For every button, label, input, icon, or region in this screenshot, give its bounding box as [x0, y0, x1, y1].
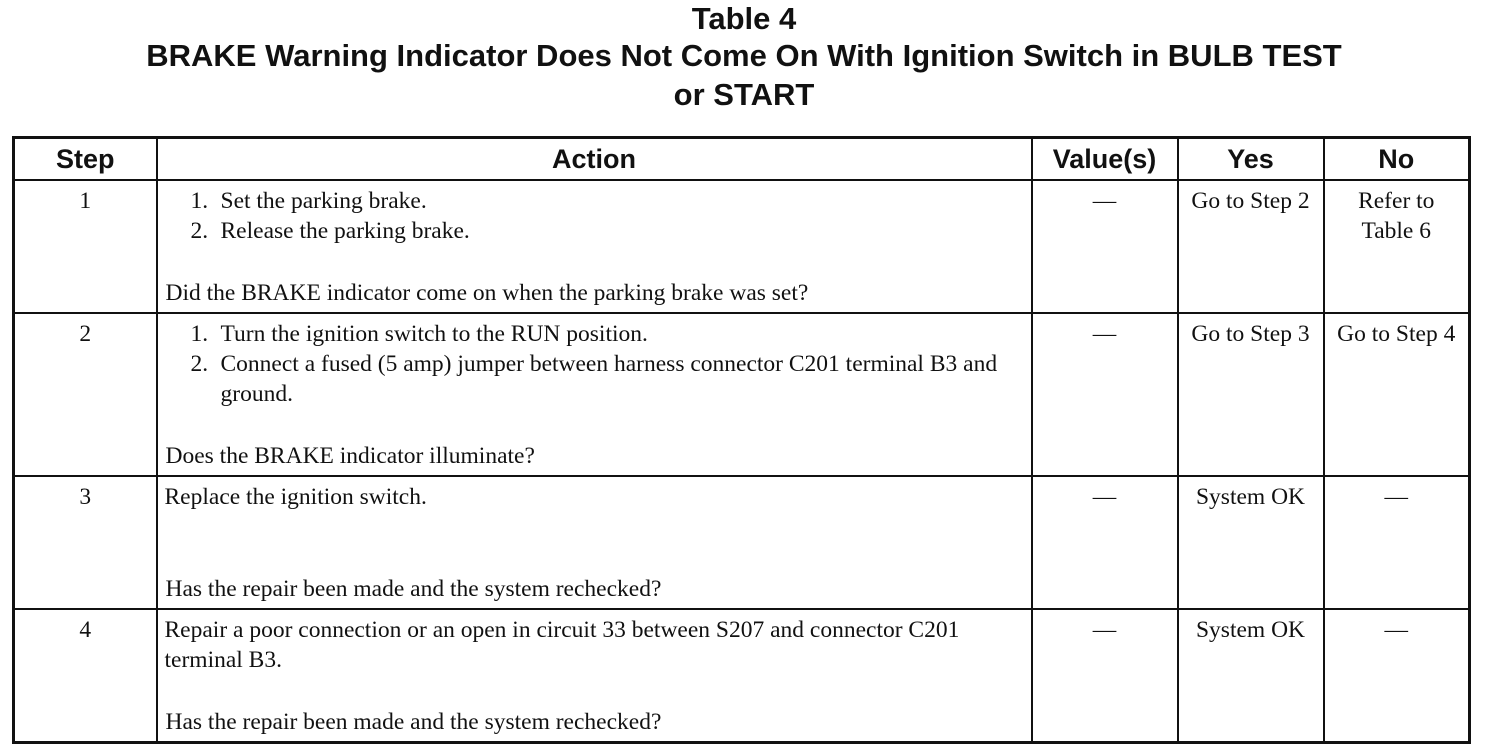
list-item-number: 2. — [190, 351, 209, 377]
header-values: Value(s) — [1032, 138, 1178, 181]
action-question: Has the repair been made and the system rechecked? — [165, 576, 662, 602]
header-row — [14, 138, 1470, 181]
value-cell: — — [1032, 476, 1178, 609]
yes-cell: System OK — [1178, 609, 1324, 743]
table-row — [14, 476, 1470, 609]
list-item-number: 2. — [190, 218, 209, 244]
list-item-number: 1. — [190, 188, 209, 214]
yes-cell: System OK — [1178, 476, 1324, 609]
value-cell: — — [1032, 180, 1178, 313]
list-item-text: Turn the ignition switch to the RUN position. — [220, 321, 648, 347]
yes-cell: Go to Step 2 — [1178, 180, 1324, 313]
list-item-text: Set the parking brake. — [220, 188, 427, 214]
table-row — [14, 313, 1470, 476]
list-item — [191, 216, 1027, 246]
header-no: No — [1324, 138, 1470, 181]
action-question: Has the repair been made and the system rechecked? — [165, 709, 662, 735]
list-item — [191, 186, 1027, 216]
action-cell — [157, 476, 1032, 609]
header-step: Step — [14, 138, 157, 181]
diagnostic-table — [12, 136, 1471, 744]
step-number: 1 — [14, 180, 157, 313]
action-steps-list — [165, 319, 1027, 409]
no-cell: — — [1324, 609, 1470, 743]
table-subtitle-line-2: or START — [673, 77, 815, 112]
action-question: Did the BRAKE indicator come on when the parking brake was set? — [165, 280, 809, 306]
list-item-number: 1. — [190, 321, 209, 347]
list-item-text: Release the parking brake. — [220, 218, 470, 244]
table-subtitle-line-1: BRAKE Warning Indicator Does Not Come On With Ignition Switch in BULB TEST — [146, 38, 1342, 73]
table-row — [14, 609, 1470, 743]
table-row — [14, 180, 1470, 313]
action-text: Replace the ignition switch. — [164, 484, 427, 510]
action-steps-list — [165, 186, 1027, 246]
table-title: Table 4 — [691, 1, 797, 36]
action-cell — [157, 609, 1032, 743]
value-cell: — — [1032, 313, 1178, 476]
step-number: 4 — [14, 609, 157, 743]
action-cell — [157, 180, 1032, 313]
no-cell: Refer to Table 6 — [1324, 180, 1470, 313]
action-cell — [157, 313, 1032, 476]
no-cell: — — [1324, 476, 1470, 609]
no-cell: Go to Step 4 — [1324, 313, 1470, 476]
yes-cell: Go to Step 3 — [1178, 313, 1324, 476]
header-action: Action — [157, 138, 1032, 181]
list-item — [191, 319, 1027, 349]
header-yes: Yes — [1178, 138, 1324, 181]
list-item-text: Connect a fused (5 amp) jumper between harness connector C201 terminal B3 and ground. — [220, 351, 998, 407]
action-question: Does the BRAKE indicator illuminate? — [165, 443, 535, 469]
step-number: 2 — [14, 313, 157, 476]
list-item — [191, 349, 1027, 409]
action-text: Repair a poor connection or an open in circuit 33 between S207 and connector C201 terminal B3. — [164, 617, 960, 673]
step-number: 3 — [14, 476, 157, 609]
value-cell: — — [1032, 609, 1178, 743]
